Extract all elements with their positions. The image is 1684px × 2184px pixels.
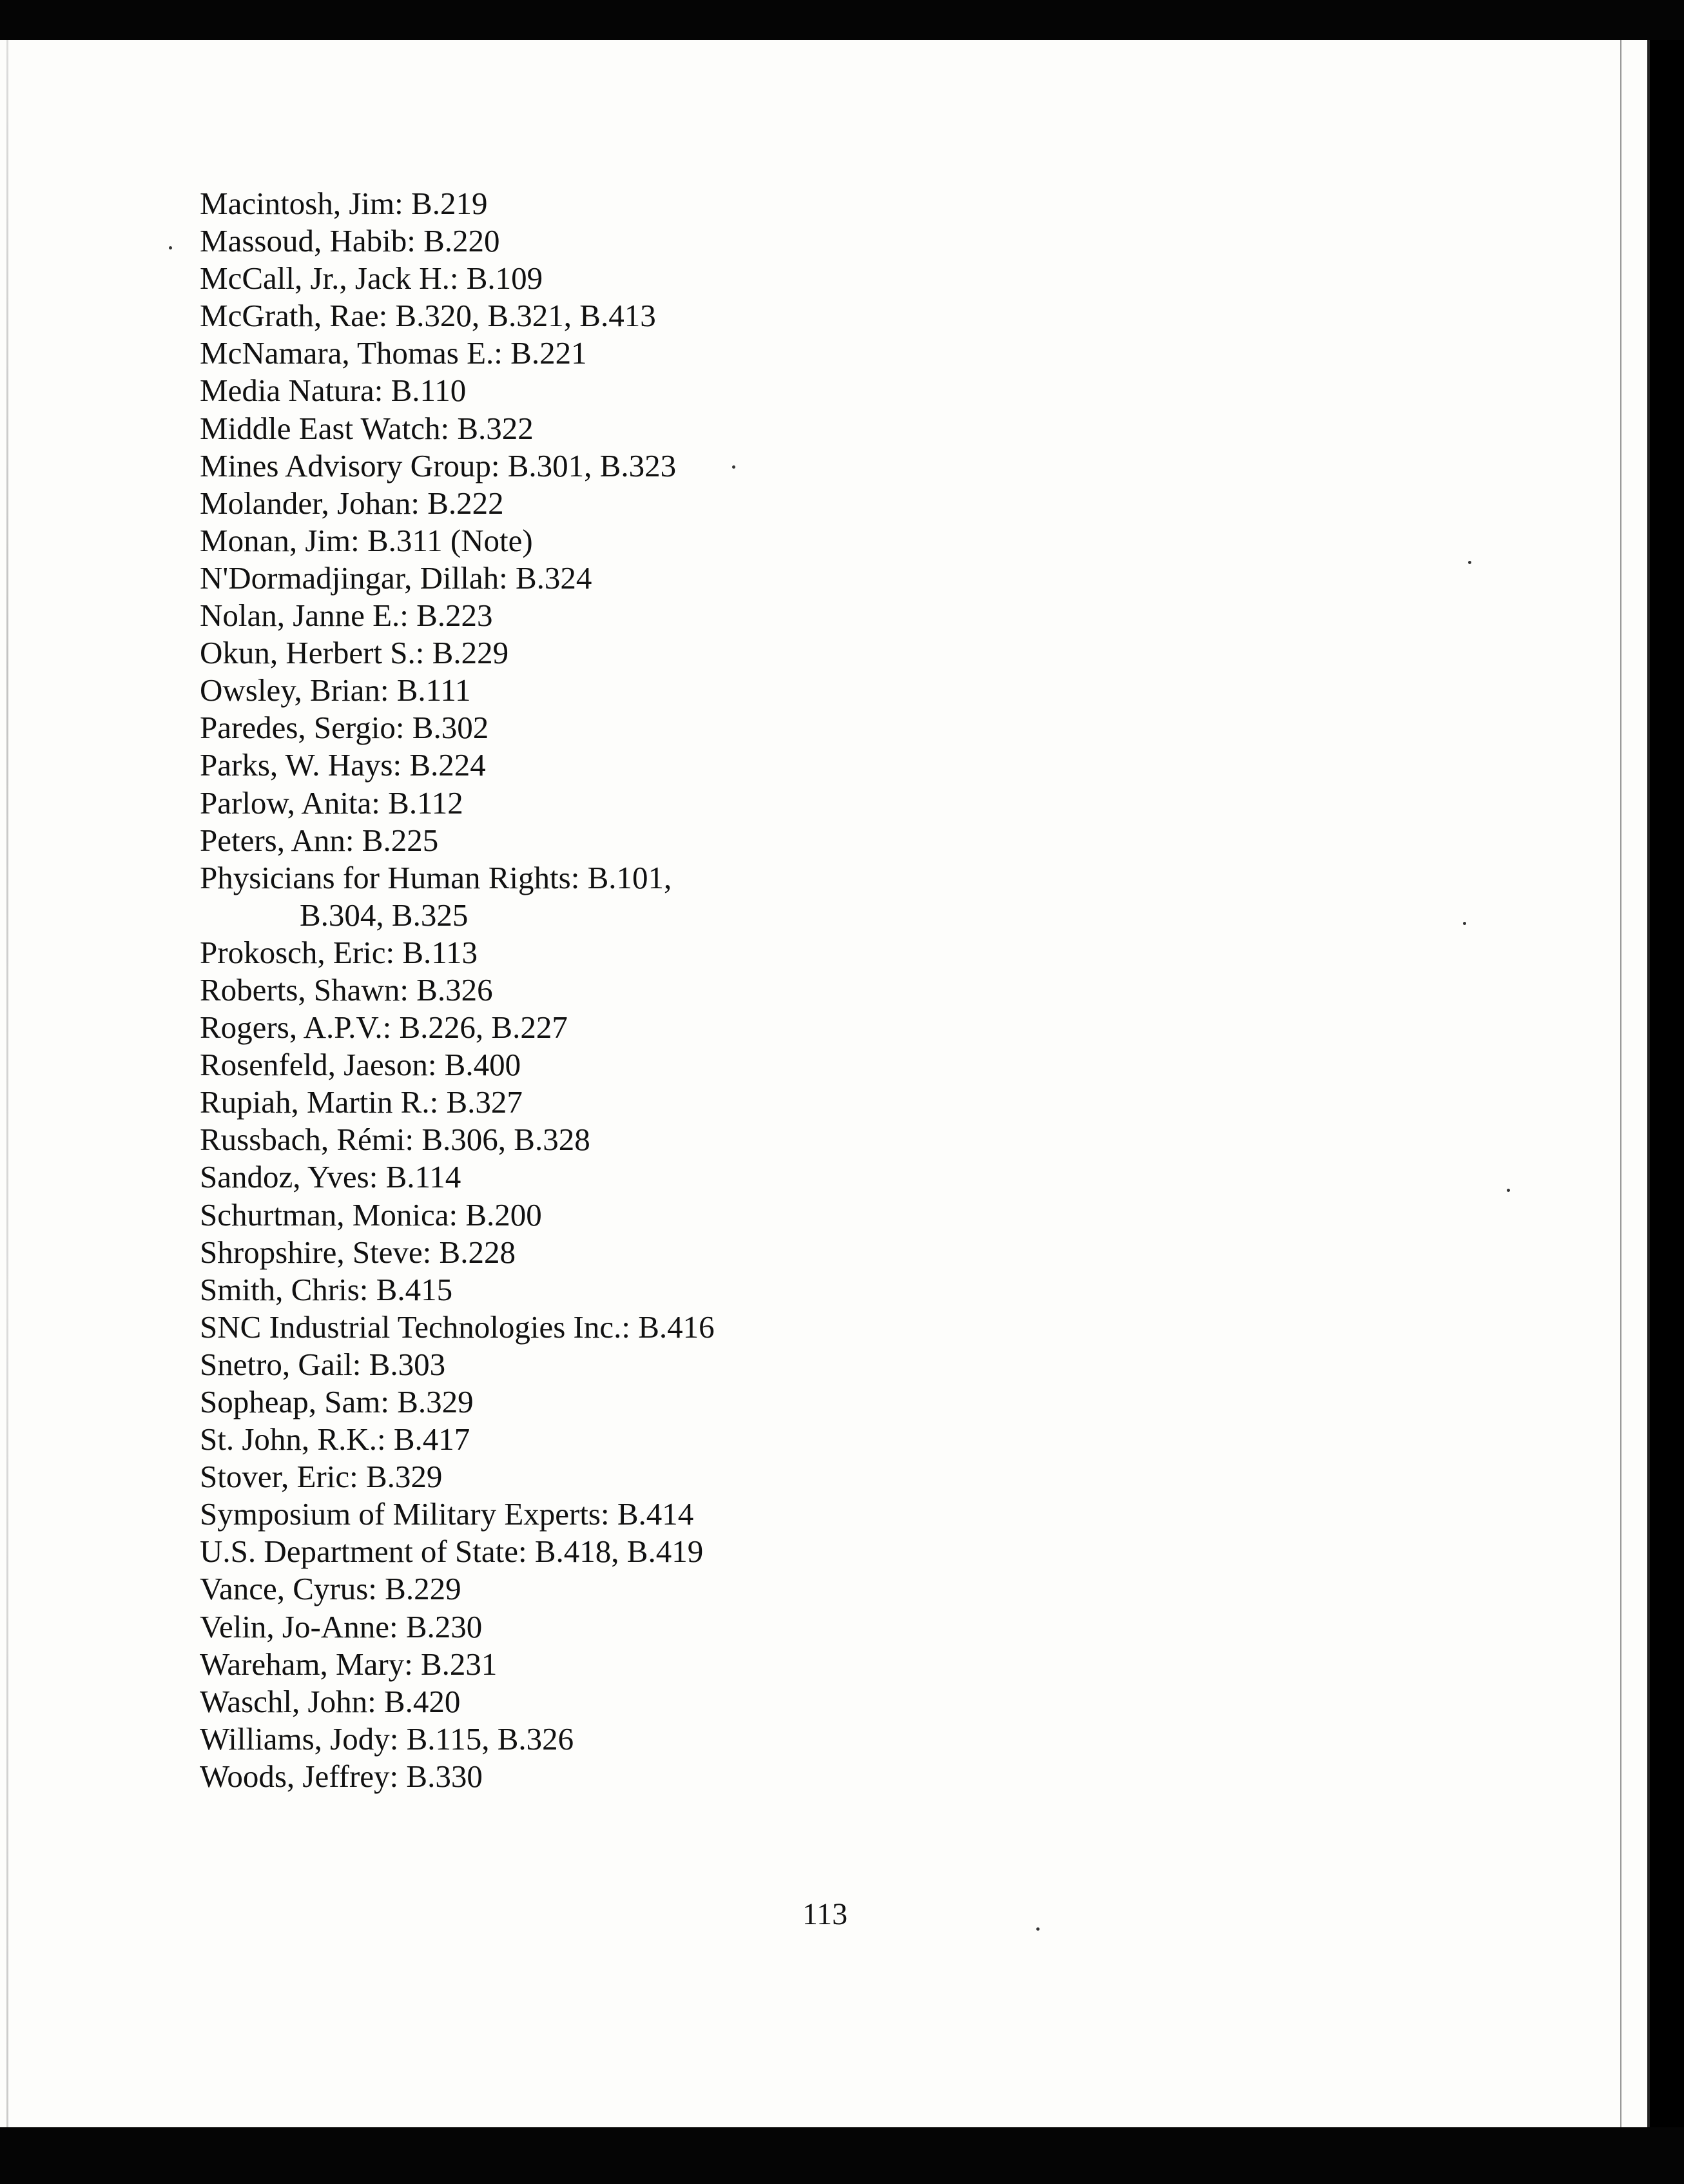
index-entry: Williams, Jody: B.115, B.326 bbox=[200, 1721, 574, 1757]
index-entry: Macintosh, Jim: B.219 bbox=[200, 186, 488, 221]
index-entry: Parks, W. Hays: B.224 bbox=[200, 747, 486, 783]
index-entry: SNC Industrial Technologies Inc.: B.416 bbox=[200, 1309, 715, 1345]
index-entry: Middle East Watch: B.322 bbox=[200, 410, 534, 446]
index-entry: Roberts, Shawn: B.326 bbox=[200, 971, 493, 1008]
index-entry: McCall, Jr., Jack H.: B.109 bbox=[200, 260, 543, 297]
index-entry: Symposium of Military Experts: B.414 bbox=[200, 1496, 694, 1532]
index-entry: Prokosch, Eric: B.113 bbox=[200, 934, 478, 970]
index-entry: Sopheap, Sam: B.329 bbox=[200, 1384, 474, 1419]
page-number: 113 bbox=[802, 1897, 848, 1931]
index-entry: Smith, Chris: B.415 bbox=[200, 1271, 453, 1307]
index-entry: Physicians for Human Rights: B.101, bbox=[200, 859, 672, 895]
index-entry: Nolan, Janne E.: B.223 bbox=[200, 598, 493, 634]
index-entry: Woods, Jeffrey: B.330 bbox=[200, 1758, 483, 1794]
index-entry: Schurtman, Monica: B.200 bbox=[200, 1196, 542, 1233]
index-entry: Rogers, A.P.V.: B.226, B.227 bbox=[200, 1009, 568, 1046]
scan-border-top bbox=[0, 0, 1684, 40]
index-entry: Monan, Jim: B.311 (Note) bbox=[200, 522, 533, 558]
scan-speck bbox=[732, 465, 735, 469]
index-entry: McNamara, Thomas E.: B.221 bbox=[200, 335, 587, 371]
index-entry: Media Natura: B.110 bbox=[200, 373, 467, 409]
index-entry: Molander, Johan: B.222 bbox=[200, 485, 504, 521]
scan-speck bbox=[1463, 922, 1466, 925]
scan-speck bbox=[1468, 561, 1471, 564]
index-entry: Vance, Cyrus: B.229 bbox=[200, 1571, 461, 1607]
index-entry: Rosenfeld, Jaeson: B.400 bbox=[200, 1047, 521, 1083]
index-entry: Rupiah, Martin R.: B.327 bbox=[200, 1084, 523, 1120]
index-entry: Shropshire, Steve: B.228 bbox=[200, 1234, 516, 1270]
index-entry: Parlow, Anita: B.112 bbox=[200, 785, 463, 821]
scan-border-bottom bbox=[0, 2127, 1684, 2184]
index-entry: N'Dormadjingar, Dillah: B.324 bbox=[200, 560, 592, 596]
index-entry: Russbach, Rémi: B.306, B.328 bbox=[200, 1122, 590, 1158]
index-entry: Owsley, Brian: B.111 bbox=[200, 672, 471, 708]
index-entry: Sandoz, Yves: B.114 bbox=[200, 1159, 461, 1195]
scan-speck bbox=[1507, 1189, 1510, 1192]
index-entry: Wareham, Mary: B.231 bbox=[200, 1646, 498, 1682]
document-page bbox=[0, 40, 1650, 2127]
index-entry: Velin, Jo-Anne: B.230 bbox=[200, 1608, 483, 1644]
index-entry: Okun, Herbert S.: B.229 bbox=[200, 635, 509, 671]
scan-speck bbox=[169, 246, 172, 249]
index-list bbox=[200, 185, 1424, 1795]
index-entry: Massoud, Habib: B.220 bbox=[200, 223, 500, 259]
index-entry: St. John, R.K.: B.417 bbox=[200, 1421, 470, 1458]
index-entry: McGrath, Rae: B.320, B.321, B.413 bbox=[200, 298, 656, 334]
index-entry: Waschl, John: B.420 bbox=[200, 1683, 461, 1719]
index-entry: Peters, Ann: B.225 bbox=[200, 822, 439, 858]
index-entry: Paredes, Sergio: B.302 bbox=[200, 710, 489, 746]
scan-speck bbox=[1036, 1927, 1040, 1931]
index-entry: Mines Advisory Group: B.301, B.323 bbox=[200, 447, 677, 483]
index-entry: Stover, Eric: B.329 bbox=[200, 1459, 443, 1495]
index-entry: Snetro, Gail: B.303 bbox=[200, 1346, 446, 1382]
index-entry: U.S. Department of State: B.418, B.419 bbox=[200, 1534, 704, 1570]
index-entry-continuation: B.304, B.325 bbox=[300, 897, 469, 933]
